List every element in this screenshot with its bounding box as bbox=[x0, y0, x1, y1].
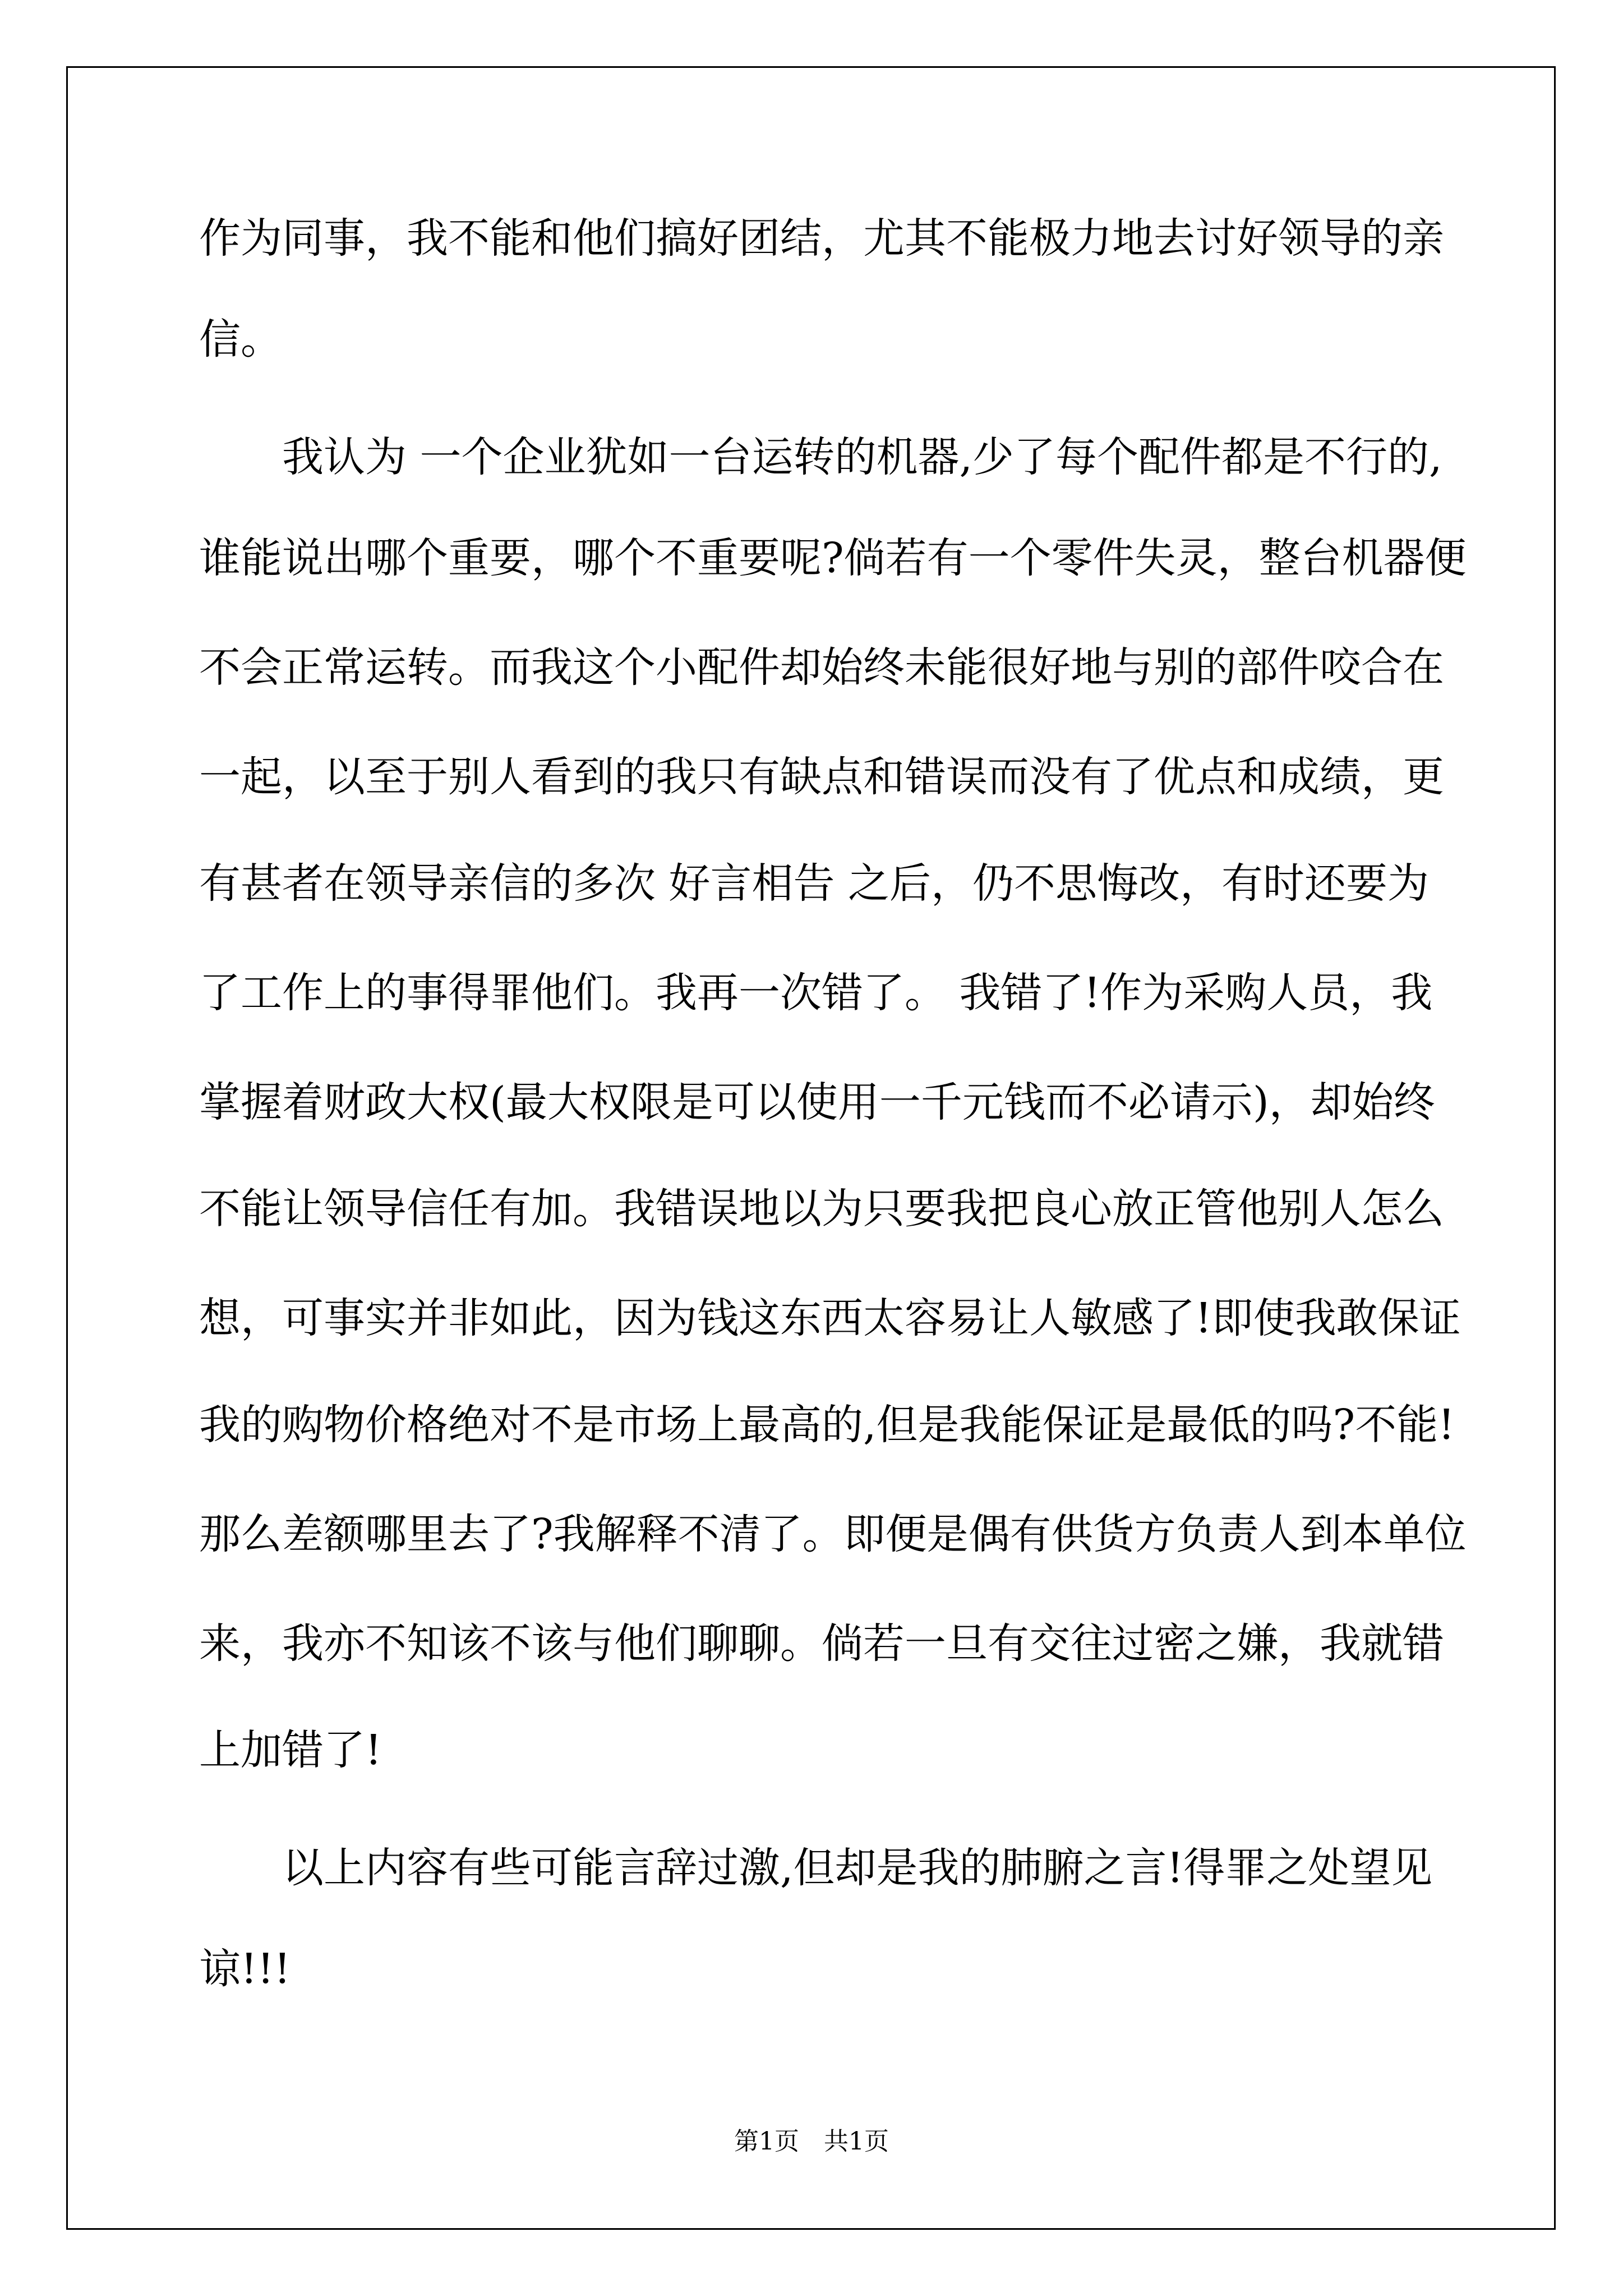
text-line: 谅!!! bbox=[199, 1945, 291, 1993]
text-line: 作为同事，我不能和他们搞好团结，尤其不能极力地去讨好领导的亲 bbox=[199, 214, 1444, 263]
text-line: 那么差额哪里去了?我解释不清了。即便是偶有供货方负责人到本单位 bbox=[199, 1510, 1467, 1558]
text-line: 一起，以至于别人看到的我只有缺点和错误而没有了优点和成绩，更 bbox=[199, 753, 1444, 801]
text-line: 谁能说出哪个重要，哪个不重要呢?倘若有一个零件失灵，整台机器便 bbox=[199, 534, 1467, 582]
text-line: 了工作上的事得罪他们。我再一次错了。 我错了!作为采购人员，我 bbox=[199, 969, 1433, 1017]
text-line: 想，可事实并非如此，因为钱这东西太容易让人敏感了!即使我敢保证 bbox=[199, 1294, 1461, 1342]
text-line: 我认为 一个企业犹如一台运转的机器,少了每个配件都是不行的, bbox=[282, 433, 1442, 481]
text-line: 不能让领导信任有加。我错误地以为只要我把良心放正管他别人怎么 bbox=[199, 1185, 1444, 1233]
text-line: 我的购物价格绝对不是市场上最高的,但是我能保证是最低的吗?不能! bbox=[199, 1401, 1455, 1449]
page-border bbox=[66, 66, 1556, 2230]
page-footer: 第1页 共1页 bbox=[734, 2127, 889, 2156]
text-line: 信。 bbox=[199, 315, 282, 364]
text-line: 掌握着财政大权(最大权限是可以使用一千元钱而不必请示)，却始终 bbox=[199, 1078, 1435, 1126]
text-line: 有甚者在领导亲信的多次 好言相告 之后，仍不思悔改，有时还要为 bbox=[199, 859, 1430, 908]
text-line: 以上内容有些可能言辞过激,但却是我的肺腑之言!得罪之处望见 bbox=[282, 1844, 1433, 1892]
text-line: 来，我亦不知该不该与他们聊聊。倘若一旦有交往过密之嫌，我就错 bbox=[199, 1619, 1444, 1668]
text-line: 不会正常运转。而我这个小配件却始终未能很好地与别的部件咬合在 bbox=[199, 643, 1444, 692]
text-line: 上加错了! bbox=[199, 1726, 382, 1774]
